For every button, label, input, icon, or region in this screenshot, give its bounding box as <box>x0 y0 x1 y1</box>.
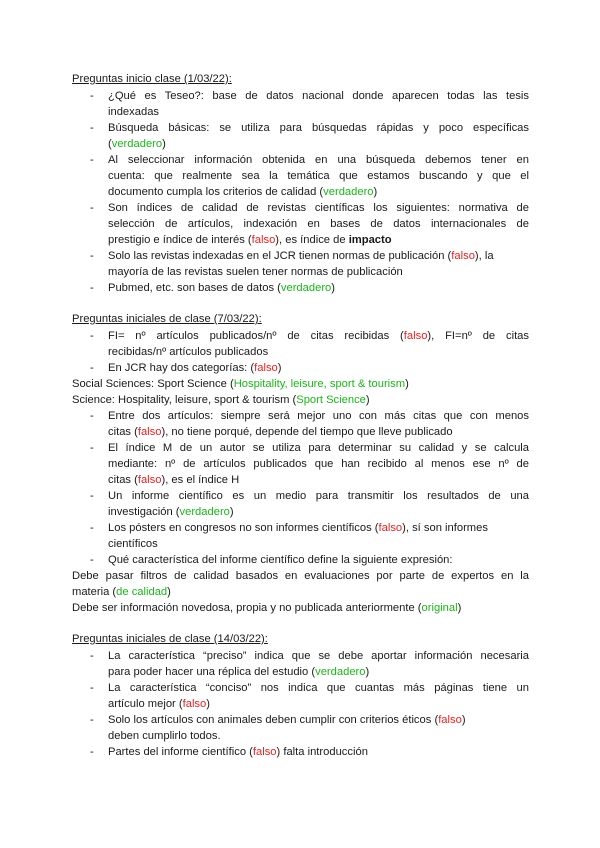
falso-label: falso <box>254 362 278 374</box>
bullet-dash: - <box>90 202 94 214</box>
list-item-line: citas (falso), no tiene porqué, depende del tiempo que lleve publicado <box>108 426 453 438</box>
falso-label: falso <box>252 746 277 758</box>
falso-label: falso <box>251 234 276 246</box>
answer-label: de calidad <box>116 586 168 598</box>
list-item-line: Los pósters en congresos no son informes científicos (falso), sí son informes <box>108 522 488 534</box>
bullet-dash: - <box>90 122 94 134</box>
bullet-dash: - <box>90 90 94 102</box>
falso-label: falso <box>403 330 428 342</box>
list-item-line: Entre dos artículos: siempre será mejor uno con más citas que con menos <box>108 410 529 422</box>
bullet-dash: - <box>90 362 94 374</box>
list-item-line: indexadas <box>108 106 160 118</box>
bullet-dash: - <box>90 282 94 294</box>
falso-label: falso <box>182 698 207 710</box>
verdadero-label: verdadero <box>280 282 332 294</box>
falso-label: falso <box>438 714 462 726</box>
plain-line: Science: Hospitality, leisure, sport & tourism (Sport Science) <box>72 394 370 406</box>
list-item-line: Partes del informe científico (falso) falta introducción <box>108 746 368 758</box>
list-item-line: El índice M de un autor se utiliza para determinar su calidad y se calcula <box>108 442 529 454</box>
list-item-line: En JCR hay dos categorías: (falso) <box>108 362 282 374</box>
bullet-dash: - <box>90 522 94 534</box>
verdadero-label: verdadero <box>323 186 374 198</box>
list-item-line: artículo mejor (falso) <box>108 698 210 710</box>
list-item-line: Un informe científico es un medio para transmitir los resultados de una <box>108 490 529 502</box>
plain-line: materia (de calidad) <box>72 586 171 598</box>
list-item-line: La característica “preciso” indica que se debe aportar información necesaria <box>108 650 529 662</box>
falso-label: falso <box>137 426 162 438</box>
list-item-line: (verdadero) <box>108 138 166 150</box>
list-item-line: Son índices de calidad de revistas científicas los siguientes: normativa de <box>108 202 529 214</box>
bullet-dash: - <box>90 250 94 262</box>
list-item-line: prestigio e índice de interés (falso), es índice de impacto <box>108 234 392 246</box>
verdadero-label: verdadero <box>315 666 366 678</box>
bullet-dash: - <box>90 554 94 566</box>
list-item-line: FI= nº artículos publicados/nº de citas recibidas (falso), FI=nº de citas <box>108 330 529 342</box>
plain-line: Debe pasar filtros de calidad basados en evaluaciones por parte de expertos en la <box>72 570 529 582</box>
category-answer: Hospitality, leisure, sport & tourism <box>233 378 406 390</box>
list-item-line: citas (falso), es el índice H <box>108 474 240 486</box>
impacto-emphasis: impacto <box>348 234 392 246</box>
answer-label: original <box>421 602 458 614</box>
list-item-line: mayoría de las revistas suelen tener normas de publicación <box>108 266 403 278</box>
bullet-dash: - <box>90 442 94 454</box>
bullet-dash: - <box>90 330 94 342</box>
verdadero-label: verdadero <box>111 138 163 150</box>
list-item-line: Al seleccionar información obtenida en una búsqueda debemos tener en <box>108 154 529 166</box>
category-answer: Sport Science <box>296 394 366 406</box>
bullet-dash: - <box>90 410 94 422</box>
list-item-line: mediante: nº de artículos publicados que han recibido al menos ese nº de <box>108 458 529 470</box>
list-item-line: documento cumpla los criterios de calidad (verdadero) <box>108 186 378 198</box>
falso-label: falso <box>451 250 475 262</box>
section-heading: Preguntas inicio clase (1/03/22): <box>72 73 232 85</box>
plain-line: Debe ser información novedosa, propia y no publicada anteriormente (original) <box>72 602 462 614</box>
list-item-line: recibidas/nº artículos publicados <box>108 346 269 358</box>
falso-label: falso <box>378 522 403 534</box>
list-item-line: La característica “conciso” nos indica que cuantas más páginas tiene un <box>108 682 529 694</box>
bullet-dash: - <box>90 682 94 694</box>
bullet-dash: - <box>90 746 94 758</box>
list-item-line: científicos <box>108 538 158 550</box>
verdadero-label: verdadero <box>179 506 230 518</box>
list-item-line: selección de artículos, indexación en bases de datos internacionales de <box>108 218 529 230</box>
list-item-line: deben cumplirlo todos. <box>108 730 221 742</box>
list-item-line: Solo los artículos con animales deben cumplir con criterios éticos (falso) <box>108 714 466 726</box>
list-item-line: Búsqueda básicas: se utiliza para búsquedas rápidas y poco específicas <box>108 122 529 134</box>
list-item-line: cuenta: que realmente sea la temática que estamos buscando y que el <box>108 170 529 182</box>
list-item-line: ¿Qué es Teseo?: base de datos nacional donde aparecen todas las tesis <box>108 90 529 102</box>
list-item-line: Qué característica del informe científico define la siguiente expresión: <box>108 554 453 566</box>
bullet-dash: - <box>90 490 94 502</box>
list-item-line: Solo las revistas indexadas en el JCR tienen normas de publicación (falso), la <box>108 250 494 262</box>
section-heading: Preguntas iniciales de clase (7/03/22): <box>72 313 262 325</box>
plain-line: Social Sciences: Sport Science (Hospitality, leisure, sport & tourism) <box>72 378 409 390</box>
list-item-line: para poder hacer una réplica del estudio (verdadero) <box>108 666 370 678</box>
bullet-dash: - <box>90 154 94 166</box>
bullet-dash: - <box>90 714 94 726</box>
falso-label: falso <box>137 474 162 486</box>
bullet-dash: - <box>90 650 94 662</box>
section-heading: Preguntas iniciales de clase (14/03/22): <box>72 633 268 645</box>
list-item-line: Pubmed, etc. son bases de datos (verdadero) <box>108 282 336 294</box>
list-item-line: investigación (verdadero) <box>108 506 234 518</box>
